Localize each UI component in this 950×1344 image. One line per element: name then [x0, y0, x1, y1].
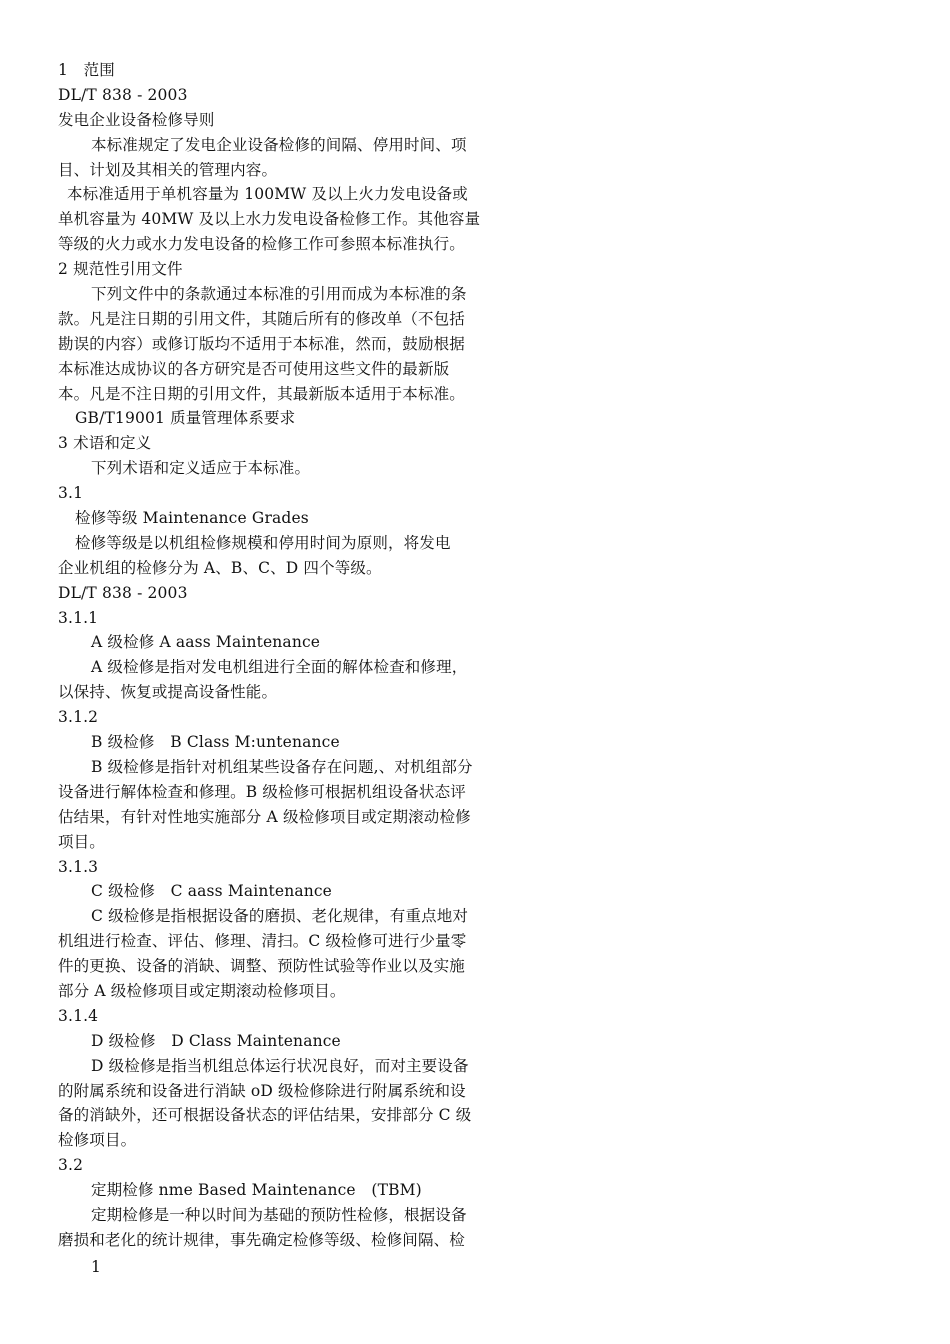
- text-line: 本标准达成协议的各方研究是否可使用这些文件的最新版: [58, 359, 450, 378]
- text-line: 目、计划及其相关的管理内容。: [58, 160, 278, 179]
- text-line: 检修等级是以机组检修规模和停用时间为原则，将发电: [75, 533, 451, 552]
- text-line: A 级检修 A aass Maintenance: [91, 633, 321, 652]
- text-line: 机组进行检查、评估、修理、清扫。C 级检修可进行少量零: [58, 932, 467, 951]
- text-line: 等级的火力或水力发电设备的检修工作可参照本标准执行。: [58, 235, 465, 254]
- text-line: 本。凡是不注日期的引用文件，其最新版本适用于本标准。: [58, 384, 465, 403]
- text-line: 本标准适用于单机容量为 100MW 及以上火力发电设备或: [67, 185, 468, 204]
- text-line: 本标准规定了发电企业设备检修的间隔、停用时间、项: [91, 135, 467, 154]
- text-line: 下列文件中的条款通过本标准的引用而成为本标准的条: [91, 285, 467, 304]
- text-line: 设备进行解体检查和修理。B 级检修可根据机组设备状态评: [58, 782, 466, 801]
- text-line: B 级检修 B Class M:untenance: [91, 733, 340, 752]
- text-line: GB/T19001 质量管理体系要求: [75, 409, 296, 428]
- text-line: 单机容量为 40MW 及以上水力发电设备检修工作。其他容量: [58, 210, 481, 229]
- text-line: 3.1.3: [58, 857, 99, 876]
- text-line: 3.1: [58, 484, 84, 503]
- text-line: 款。凡是注日期的引用文件，其随后所有的修改单（不包括: [58, 309, 465, 328]
- text-line: 3.1.4: [58, 1006, 99, 1025]
- text-line: D 级检修是指当机组总体运行状况良好，而对主要设备: [91, 1056, 469, 1075]
- text-line: 3.1.2: [58, 708, 99, 727]
- text-line: 项目。: [58, 832, 105, 851]
- text-line: 磨损和老化的统计规律，事先确定检修等级、检修间隔、检: [58, 1230, 465, 1249]
- text-line: 2 规范性引用文件: [58, 260, 183, 279]
- text-line: 的附属系统和设备进行消缺 oD 级检修除进行附属系统和设: [58, 1081, 466, 1100]
- text-line: 定期检修 nme Based Maintenance (TBM): [91, 1181, 422, 1200]
- text-line: 估结果，有针对性地实施部分 A 级检修项目或定期滚动检修: [58, 807, 471, 826]
- text-line: DL/T 838 - 2003: [58, 583, 188, 602]
- text-line: A 级检修是指对发电机组进行全面的解体检查和修理，: [91, 658, 468, 677]
- text-line: 3.2: [58, 1156, 84, 1175]
- text-line: C 级检修是指根据设备的磨损、老化规律，有重点地对: [91, 907, 469, 926]
- document-body: [58, 58, 503, 1253]
- text-line: 企业机组的检修分为 A、B、C、D 四个等级。: [58, 558, 382, 577]
- text-line: 件的更换、设备的消缺、调整、预防性试验等作业以及实施: [58, 957, 465, 976]
- text-line: 检修等级 Maintenance Grades: [75, 509, 309, 528]
- text-line: 备的消缺外，还可根据设备状态的评估结果，安排部分 C 级: [58, 1106, 472, 1125]
- text-line: 1 范围: [58, 61, 115, 79]
- page-number: 1: [91, 1258, 101, 1276]
- text-line: C 级检修 C aass Maintenance: [91, 882, 333, 901]
- text-line: 检修项目。: [58, 1131, 137, 1150]
- text-line: 发电企业设备检修导则: [58, 110, 215, 129]
- text-line: 下列术语和定义适应于本标准。: [91, 459, 311, 478]
- text-line: 部分 A 级检修项目或定期滚动检修项目。: [58, 981, 346, 1000]
- text-line: 以保持、恢复或提高设备性能。: [58, 683, 278, 702]
- text-line: 勘误的内容）或修订版均不适用于本标准，然而，鼓励根据: [58, 334, 465, 353]
- text-line: B 级检修是指针对机组某些设备存在问题,、对机组部分: [91, 757, 473, 776]
- text-line: DL/T 838 - 2003: [58, 85, 188, 104]
- text-line: 3 术语和定义: [58, 434, 152, 453]
- text-line: 3.1.1: [58, 608, 99, 627]
- text-line: 定期检修是一种以时间为基础的预防性检修，根据设备: [91, 1205, 467, 1224]
- text-line: D 级检修 D Class Maintenance: [91, 1031, 341, 1050]
